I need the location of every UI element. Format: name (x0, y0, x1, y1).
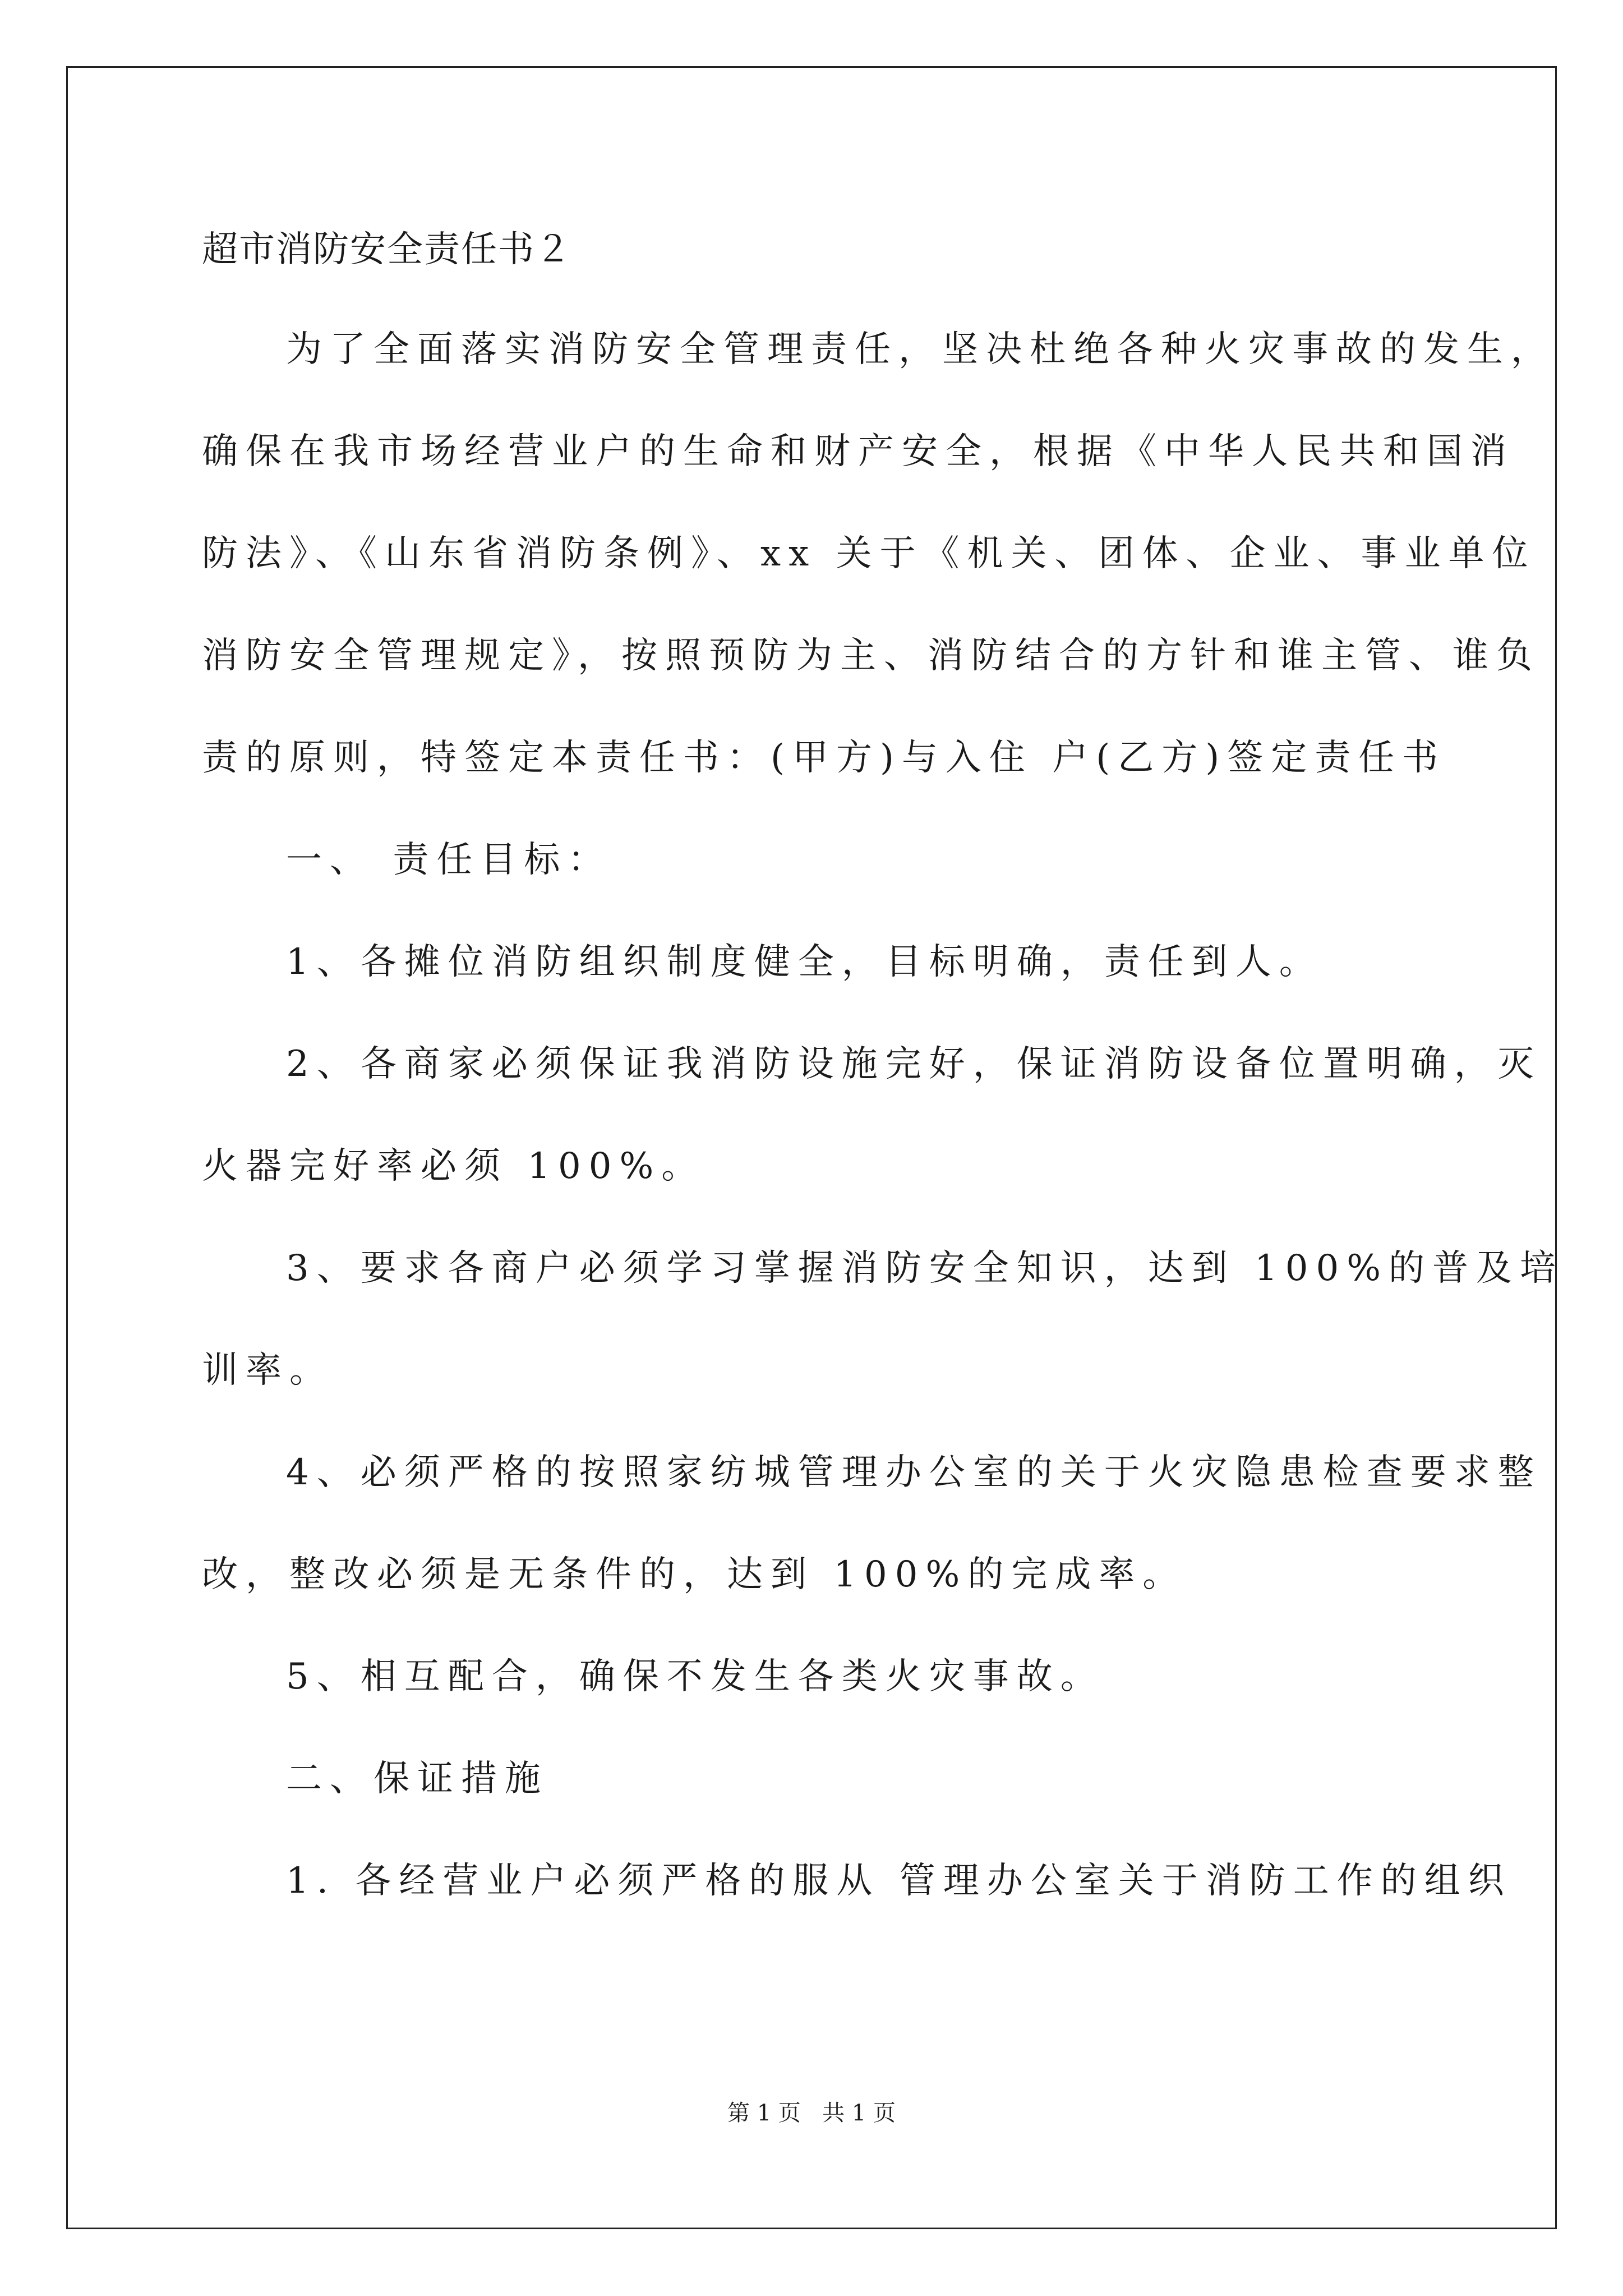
paragraph-line: 防法》、《山东省消防条例》、xx 关于《机关、团体、企业、事业单位 (202, 533, 1536, 574)
page-footer: 第 1 页 共 1 页 (727, 2100, 896, 2126)
section-heading: 一、 责任目标： (286, 839, 612, 881)
paragraph-line: 消防安全管理规定》，按照预防为主、消防结合的方针和谁主管、谁负 (202, 635, 1540, 677)
paragraph-line: 为了全面落实消防安全管理责任，坚决杜绝各种火灾事故的发生， (286, 329, 1555, 370)
list-item: 5、相互配合，确保不发生各类火灾事故。 (286, 1656, 1104, 1697)
paragraph-line: 责的原则，特签定本责任书：(甲方)与入住 户(乙方)签定责任书 (202, 737, 1446, 779)
list-item: 3、要求各商户必须学习掌握消防安全知识，达到 100%的普及培 (286, 1248, 1564, 1289)
list-item-continuation: 改，整改必须是无条件的，达到 100%的完成率。 (202, 1554, 1187, 1595)
list-item-continuation: 训率。 (202, 1350, 333, 1391)
document-title: 超市消防安全责任书２ (202, 229, 572, 270)
list-item: 2、各商家必须保证我消防设施完好，保证消防设备位置明确，灭 (286, 1043, 1542, 1085)
section-heading: 二、保证措施 (286, 1758, 548, 1800)
list-item: 1. 各经营业户必须严格的服从 管理办公室关于消防工作的组织 (286, 1860, 1512, 1902)
paragraph-line: 确保在我市场经营业户的生命和财产安全，根据《中华人民共和国消 (202, 431, 1514, 472)
list-item: 4、必须严格的按照家纺城管理办公室的关于火灾隐患检查要求整 (286, 1452, 1542, 1493)
list-item-continuation: 火器完好率必须 100%。 (202, 1145, 706, 1187)
list-item: 1、各摊位消防组织制度健全，目标明确，责任到人。 (286, 941, 1323, 983)
